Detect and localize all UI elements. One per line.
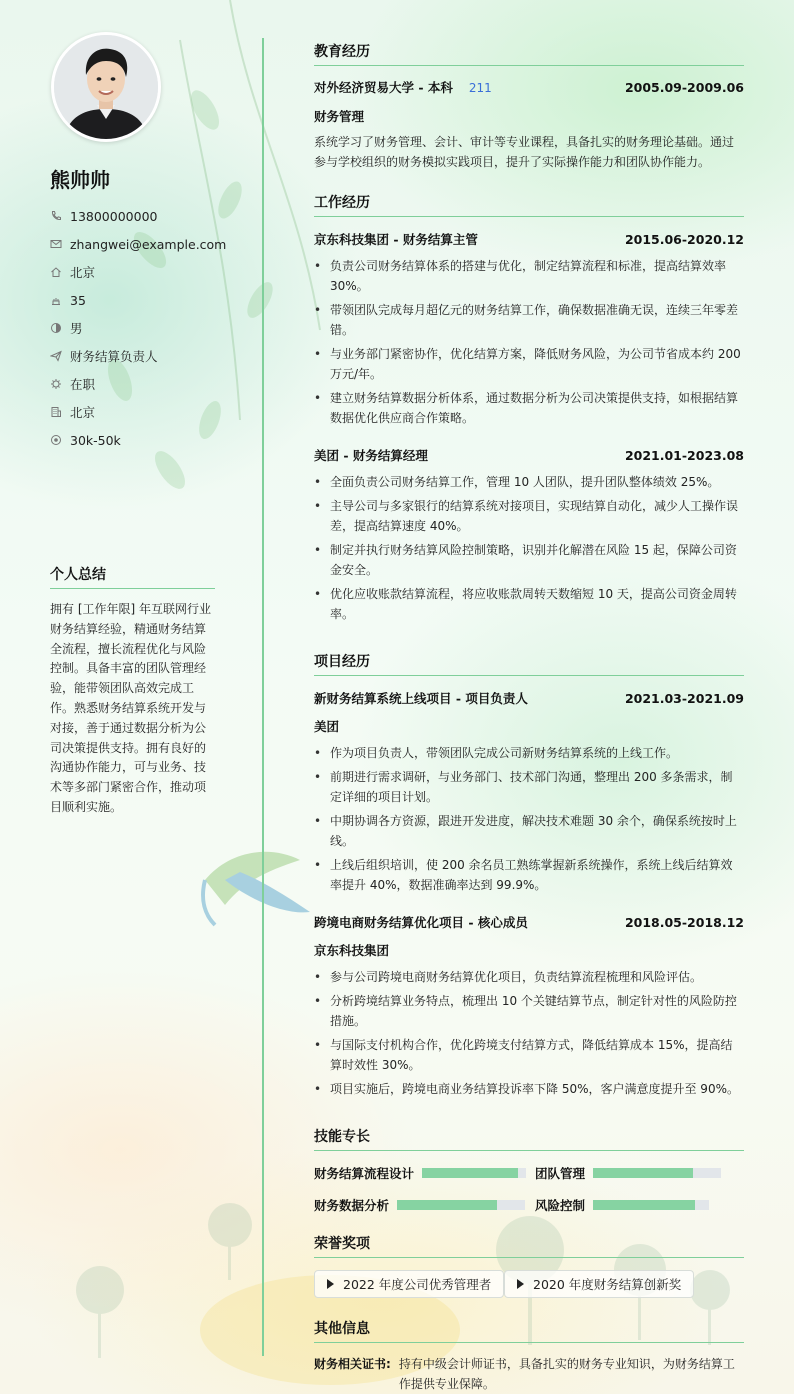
other-heading: 其他信息 [314, 1318, 744, 1343]
skill-name: 财务数据分析 [314, 1198, 390, 1213]
skills-heading: 技能专长 [314, 1126, 744, 1151]
list-item: • 主导公司与多家银行的结算系统对接项目，实现结算自动化，减少人工操作误差，提高结算速度 40%。 [314, 496, 744, 536]
education-row [314, 78, 744, 96]
list-item: • 制定并执行财务结算风险控制策略，识别并化解潜在风险 15 起，保障公司资金安全。 [314, 540, 744, 580]
info-salary-text: 30k-50k [70, 432, 121, 448]
info-phone-text: 13800000000 [70, 208, 158, 224]
info-city [50, 258, 250, 286]
project-row [314, 689, 744, 707]
list-item: • 建立财务结算数据分析体系，通过数据分析为公司决策提供支持，如根据结算数据优化供应商合作策略。 [314, 388, 744, 428]
skill-name: 风险控制 [535, 1198, 586, 1213]
info-age [50, 286, 250, 314]
candidate-name: 熊帅帅 [50, 168, 110, 192]
sidebar [0, 0, 262, 1394]
project-name: 跨境电商财务结算优化项目 - 核心成员 [314, 915, 528, 930]
job-date: 2015.06-2020.12 [624, 232, 744, 247]
project-row [314, 913, 744, 931]
list-item: • 与国际支付机构合作，优化跨境支付结算方式，降低结算成本 15%，提高结算时效性 30%。 [314, 1035, 744, 1075]
skill-item [314, 1196, 525, 1214]
job-row [314, 230, 744, 248]
info-phone [50, 202, 250, 230]
status-icon [50, 378, 62, 390]
project-date: 2021.03-2021.09 [624, 691, 744, 706]
project-date: 2018.05-2018.12 [624, 915, 744, 930]
gender-icon [50, 322, 62, 334]
project-bullets [314, 967, 744, 1103]
phone-icon [50, 210, 62, 222]
award-badge [314, 1270, 504, 1298]
job-bullets [314, 256, 744, 432]
skill-item [535, 1164, 721, 1182]
info-city-text: 北京 [70, 265, 96, 280]
skill-bar [593, 1200, 709, 1210]
summary-text: 拥有 [工作年限] 年互联网行业财务结算经验，精通财务结算全流程，擅长流程优化与风险控制。具备丰富的团队管理经验，能带领团队高效完成工作。熟悉财务结算系统开发与对接，善于通过数据分析为公司决策提供支持。拥有良好的沟通协作能力，可与业务、技术等多部门紧密合作，推动项目顺利实施。 [50, 602, 211, 814]
job-company: 京东科技集团 - 财务结算主管 [314, 232, 478, 247]
salary-icon [50, 434, 62, 446]
work-heading: 工作经历 [314, 192, 744, 217]
project-bullets [314, 743, 744, 899]
education-school: 对外经济贸易大学 - 本科 [314, 80, 453, 95]
skill-bar [593, 1168, 721, 1178]
avatar-portrait-image [54, 35, 158, 139]
list-item: • 前期进行需求调研，与业务部门、技术部门沟通，整理出 200 多条需求，制定详细的项目计划。 [314, 767, 744, 807]
summary-heading: 个人总结 [50, 564, 215, 589]
info-email-text: zhangwei@example.com [70, 236, 227, 252]
skill-bar [397, 1200, 525, 1210]
award-text: 2022 年度公司优秀管理者 [343, 1277, 492, 1292]
skill-name: 财务结算流程设计 [314, 1166, 415, 1181]
info-status [50, 370, 250, 398]
skill-item [314, 1164, 526, 1182]
info-gender-text: 男 [70, 321, 83, 336]
project-name: 新财务结算系统上线项目 - 项目负责人 [314, 691, 528, 706]
info-age-text: 35 [70, 292, 86, 308]
education-tag: 211 [468, 81, 492, 95]
other-info-row [314, 1354, 744, 1394]
send-icon [50, 350, 62, 362]
skill-bar-fill [397, 1200, 497, 1210]
info-work-city-text: 北京 [70, 405, 96, 420]
project-org: 京东科技集团 [314, 943, 390, 958]
other-label: 财务相关证书: [314, 1357, 391, 1371]
award-text: 2020 年度财务结算创新奖 [533, 1277, 682, 1292]
home-icon [50, 266, 62, 278]
divider-line [262, 38, 264, 1356]
job-company: 美团 - 财务结算经理 [314, 448, 428, 463]
list-item: • 中期协调各方资源，跟进开发进度，解决技术难题 30 余个，确保系统按时上线。 [314, 811, 744, 851]
education-major: 财务管理 [314, 109, 365, 124]
play-icon [327, 1279, 334, 1289]
skill-bar [422, 1168, 526, 1178]
list-item: • 负责公司财务结算体系的搭建与优化，制定结算流程和标准，提高结算效率 30%。 [314, 256, 744, 296]
list-item: • 带领团队完成每月超亿元的财务结算工作，确保数据准确无误，连续三年零差错。 [314, 300, 744, 340]
job-row [314, 446, 744, 464]
list-item: • 与业务部门紧密协作，优化结算方案，降低财务风险，为公司节省成本约 200 万元/年。 [314, 344, 744, 384]
list-item: • 全面负责公司财务结算工作，管理 10 人团队，提升团队整体绩效 25%。 [314, 472, 744, 492]
skill-bar-fill [422, 1168, 518, 1178]
skill-bar-fill [593, 1200, 695, 1210]
education-description: 系统学习了财务管理、会计、审计等专业课程，具备扎实的财务理论基础。通过参与学校组织的财务模拟实践项目，提升了实际操作能力和团队协作能力。 [314, 135, 735, 169]
list-item: • 作为项目负责人，带领团队完成公司新财务结算系统的上线工作。 [314, 743, 744, 763]
skill-item [535, 1196, 709, 1214]
list-item: • 优化应收账款结算流程，将应收账款周转天数缩短 10 天，提高公司资金周转率。 [314, 584, 744, 624]
skill-name: 团队管理 [535, 1166, 586, 1181]
education-heading: 教育经历 [314, 41, 744, 66]
info-work-city [50, 398, 250, 426]
info-salary [50, 426, 250, 454]
avatar [51, 32, 161, 142]
contact-info-list [50, 202, 250, 454]
list-item: • 上线后组织培训，使 200 余名员工熟练掌握新系统操作，系统上线后结算效率提升 40%，数据准确率达到 99.9%。 [314, 855, 744, 895]
other-text: 持有中级会计师证书，具备扎实的财务专业知识，为财务结算工作提供专业保障。 [398, 1357, 735, 1391]
award-badge [504, 1270, 694, 1298]
building-icon [50, 406, 62, 418]
play-icon [517, 1279, 524, 1289]
list-item: • 参与公司跨境电商财务结算优化项目，负责结算流程梳理和风险评估。 [314, 967, 744, 987]
job-date: 2021.01-2023.08 [624, 448, 744, 463]
info-position [50, 342, 250, 370]
mail-icon [50, 238, 62, 250]
list-item: • 项目实施后，跨境电商业务结算投诉率下降 50%，客户满意度提升至 90%。 [314, 1079, 744, 1099]
awards-heading: 荣誉奖项 [314, 1233, 744, 1258]
education-date: 2005.09-2009.06 [624, 80, 744, 95]
skill-bar-fill [593, 1168, 693, 1178]
info-position-text: 财务结算负责人 [70, 349, 158, 364]
info-email [50, 230, 250, 258]
project-org: 美团 [314, 719, 340, 734]
info-status-text: 在职 [70, 377, 96, 392]
age-icon [50, 294, 62, 306]
info-gender [50, 314, 250, 342]
list-item: • 分析跨境结算业务特点，梳理出 10 个关键结算节点，制定针对性的风险防控措施。 [314, 991, 744, 1031]
projects-heading: 项目经历 [314, 651, 744, 676]
job-bullets [314, 472, 744, 628]
